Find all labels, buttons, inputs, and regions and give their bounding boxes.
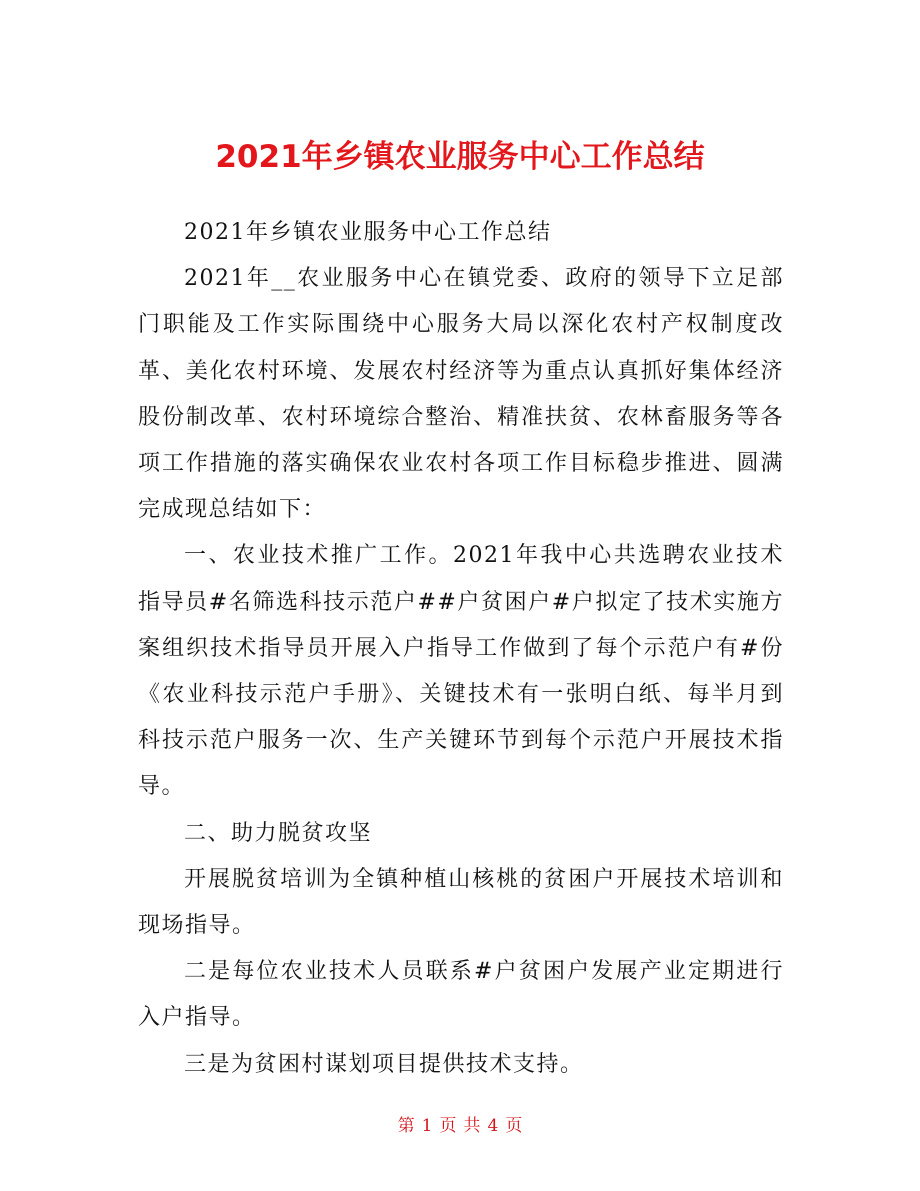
paragraph-contact: 二是每位农业技术人员联系#户贫困户发展产业定期进行入户指导。 [138,959,784,1031]
paragraph-intro: 2021年__农业服务中心在镇党委、政府的领导下立足部门职能及工作实际围绕中心服务大局以深化农村产权制度改革、美化农村环境、发展农村经济等为重点认真抓好集体经济股份制改革、农村环境综合整治、精准扶贫、农林畜服务等各项工作措施的落实确保农业农村各项工作目标稳步推进、圆满完成现总结如下： [138,266,784,523]
paragraph-heading-repeat: 2021年乡镇农业服务中心工作总结 [184,220,552,245]
footer-suffix: 页 [505,1116,523,1136]
footer-prefix: 第 [397,1116,415,1136]
paragraph-project-support: 三是为贫困村谋划项目提供技术支持。 [184,1051,584,1077]
page-footer [0,1112,920,1140]
document-title: 2021年乡镇农业服务中心工作总结 [215,138,705,175]
paragraph-training: 开展脱贫培训为全镇种植山核桃的贫困户开展技术培训和现场指导。 [138,866,784,939]
footer-total-word: 共 [463,1116,481,1136]
paragraph-tech-promotion: 一、农业技术推广工作。2021年我中心共选聘农业技术指导员#名筛选科技示范户##户贫困户#户拟定了技术实施方案组织技术指导员开展入户指导工作做到了每个示范户有#份《农业科技示范户手册》、关键技术有一张明白纸、每半月到科技示范户服务一次、生产关键环节到每个示范户开展技术指导。 [138,543,784,800]
footer-total-pages: 4 [487,1116,499,1136]
paragraph-section-poverty: 二、助力脱贫攻坚 [184,820,373,846]
footer-current-page: 1 [421,1116,433,1136]
footer-page-word: 页 [439,1116,457,1136]
document-body [138,210,784,1088]
